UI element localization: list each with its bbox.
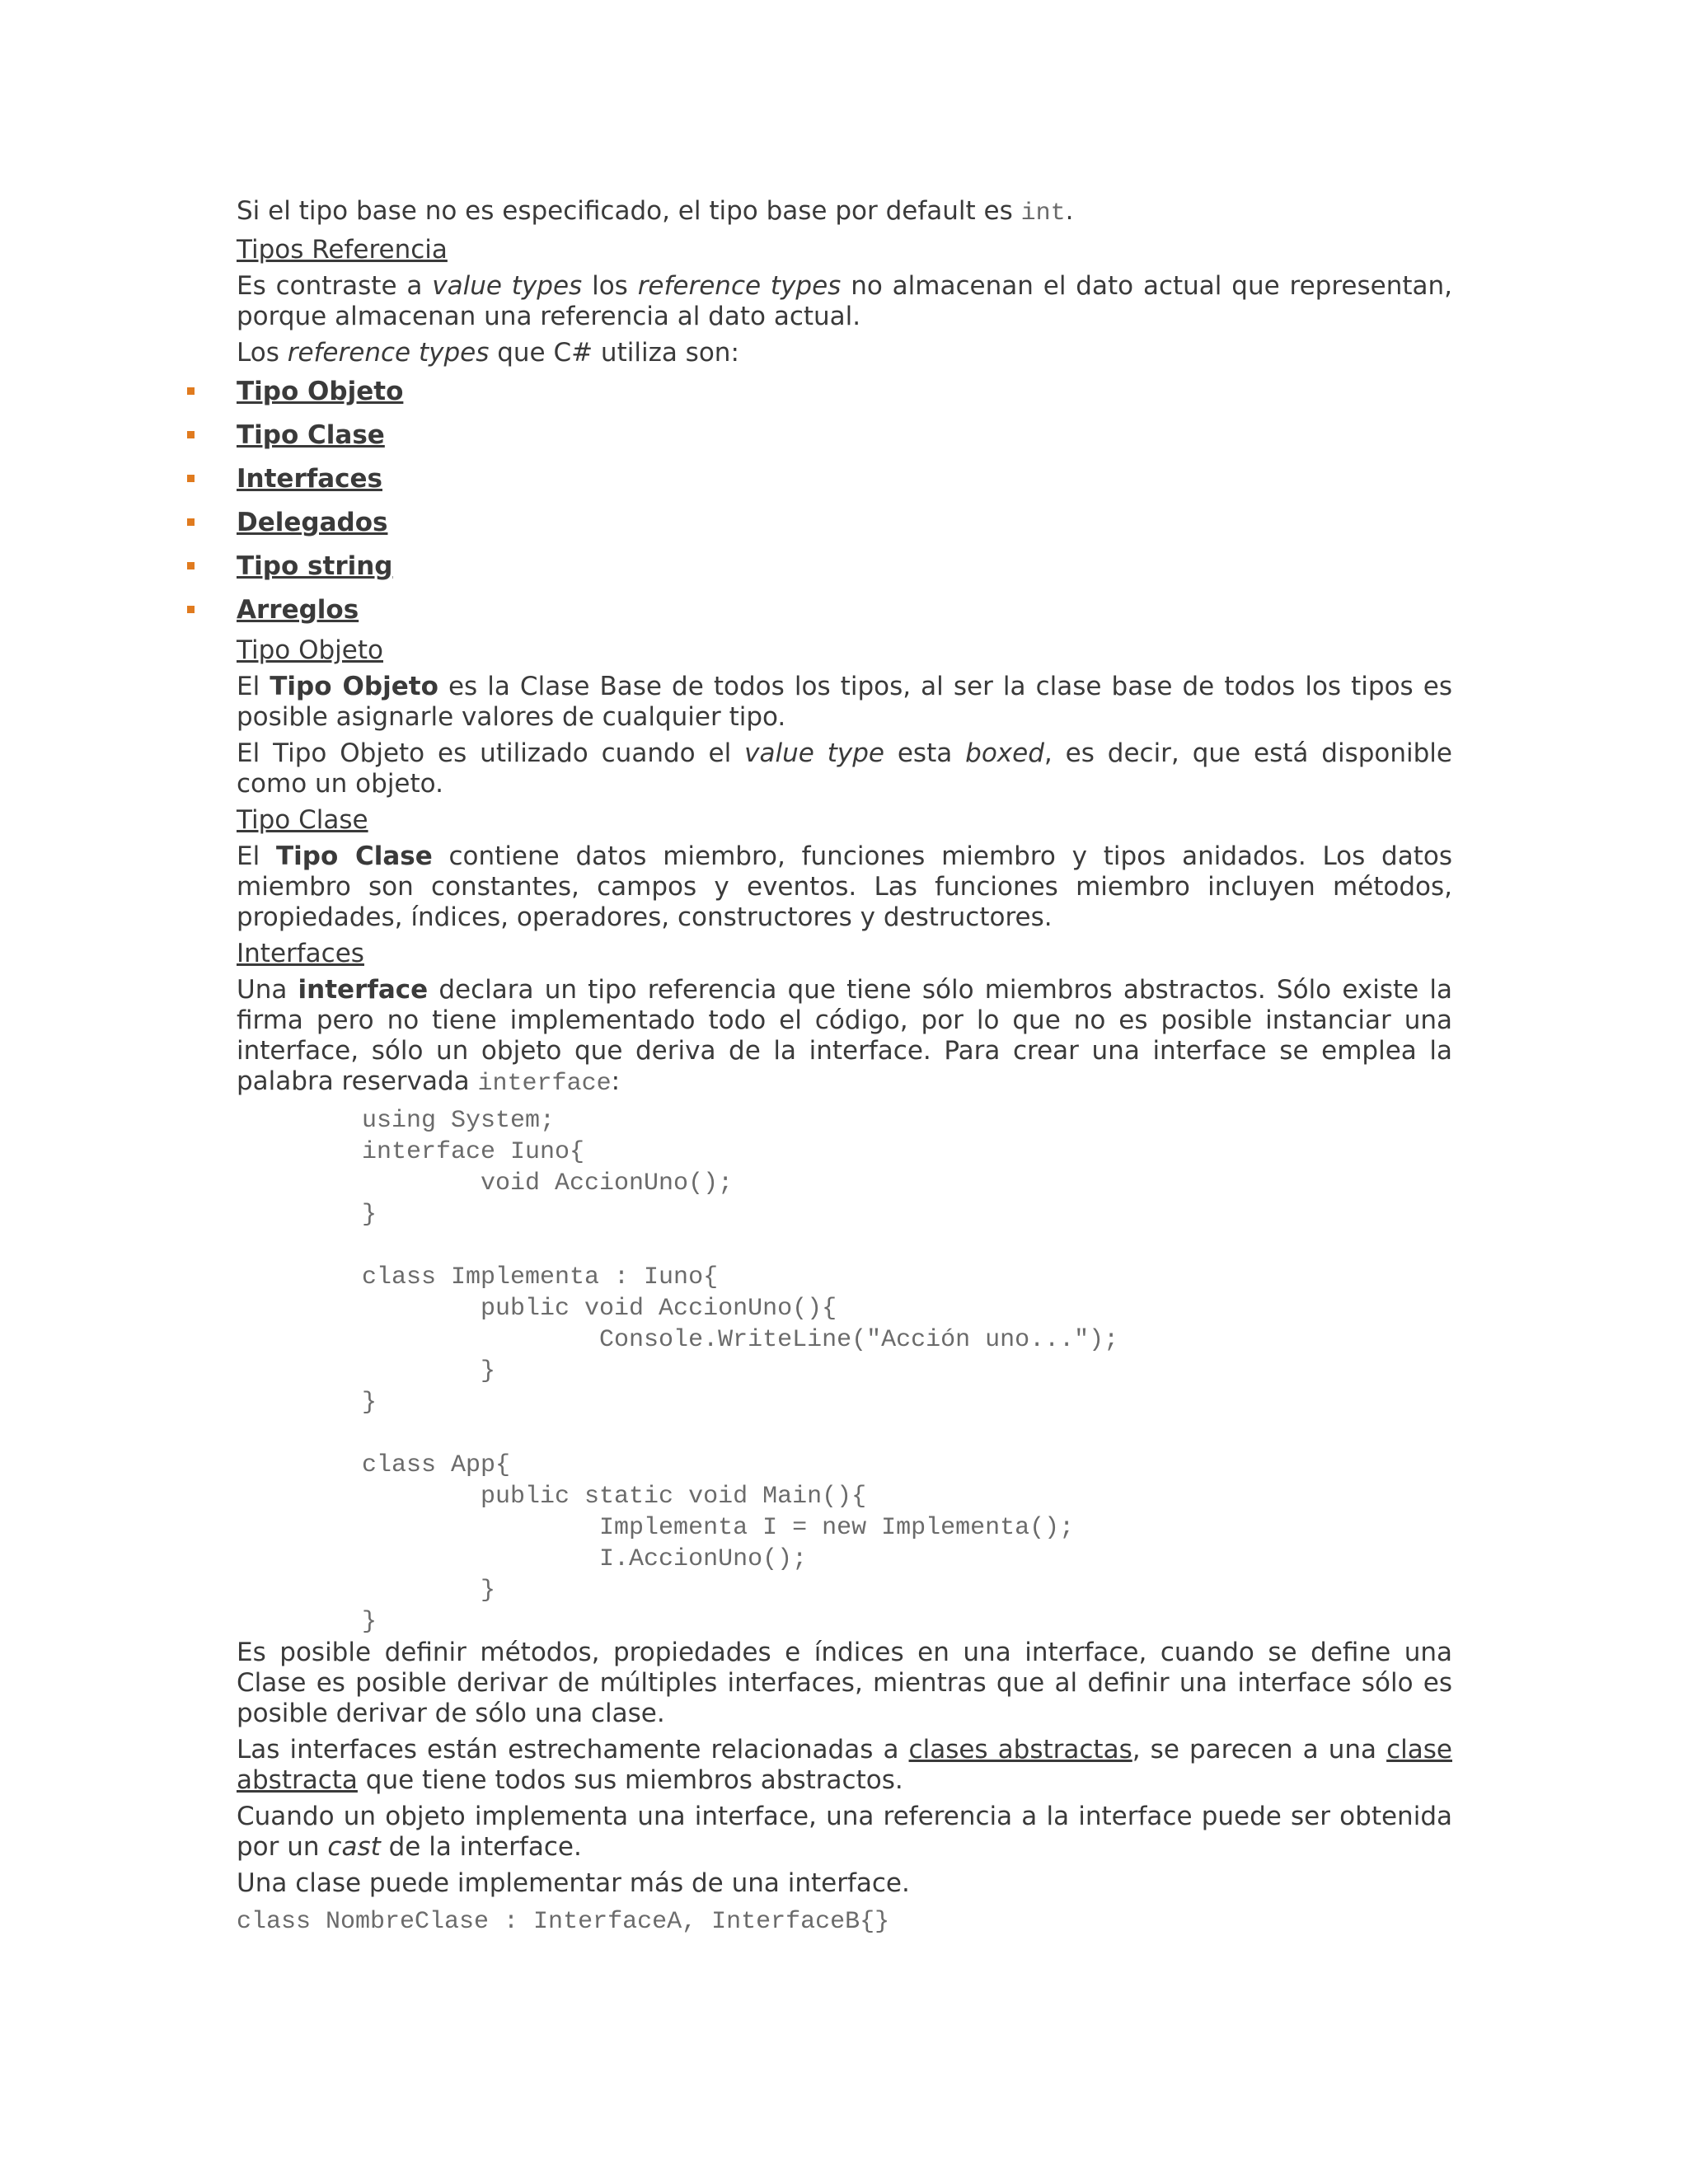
objeto-heading-text: Tipo Objeto — [237, 635, 383, 665]
ref-heading — [237, 235, 1452, 265]
interface-keyword-code: interface — [477, 1070, 612, 1098]
clase-p1-b: Tipo Clase — [275, 841, 433, 871]
bullet-icon — [187, 606, 195, 613]
objeto-p1-b: Tipo Objeto — [270, 672, 438, 701]
interfaces-p3-a: Las interfaces están estrechamente relacionadas a — [237, 1735, 909, 1765]
link-clase-abstracta[interactable]: clase abstracta — [237, 1735, 1452, 1795]
clase-heading-text: Tipo Clase — [237, 805, 368, 835]
list-item — [237, 457, 1452, 501]
objeto-p2-b: value type — [744, 738, 884, 768]
list-item — [237, 370, 1452, 414]
list-item — [237, 501, 1452, 545]
ref-para-p2: los — [582, 271, 638, 301]
link-clases-abstractas[interactable]: clases abstractas — [908, 1735, 1132, 1765]
objeto-p2-c: esta — [884, 738, 966, 768]
list-item — [237, 588, 1452, 632]
intro-end: . — [1065, 196, 1074, 226]
nombreclase-code: class NombreClase : InterfaceA, InterfaceB{} — [237, 1908, 890, 1936]
interfaces-p4-b: cast — [327, 1832, 381, 1862]
uses-e1: reference types — [287, 338, 490, 368]
last-code-line — [237, 1905, 1452, 1938]
interfaces-p1-b: interface — [298, 975, 429, 1005]
objeto-p2-e: , es decir, que está disponible como un objeto. — [237, 738, 1452, 799]
clase-paragraph — [237, 841, 1452, 933]
interfaces-heading-text: Interfaces — [237, 939, 364, 968]
ref-heading-text: Tipos Referencia — [237, 235, 448, 265]
uses-paragraph — [237, 338, 1452, 368]
interfaces-p1-c: declara un tipo referencia que tiene sólo miembros abstractos. Sólo existe la firma pero no tiene implementado todo el código, por lo que no es posible instanciar una interface, sólo un objeto que deriva de la interface. Para crear una interface se emplea la palabra reservada — [237, 975, 1452, 1096]
uses-p2: que C# utiliza son: — [489, 338, 739, 368]
bullet-icon — [187, 475, 195, 482]
ref-paragraph — [237, 271, 1452, 332]
objeto-paragraph-2 — [237, 738, 1452, 799]
link-delegados[interactable]: Delegados — [237, 508, 388, 537]
objeto-p2-a: El Tipo Objeto es utilizado cuando el — [237, 738, 745, 768]
clase-p1-a: El — [237, 841, 276, 871]
interfaces-paragraph-3 — [237, 1735, 1452, 1796]
objeto-p1-c: es la Clase Base de todos los tipos, al ser la clase base de todos los tipos es posible asignarle valores de cualquier tipo. — [237, 672, 1452, 732]
objeto-p1-a: El — [237, 672, 270, 701]
intro-paragraph — [237, 196, 1452, 229]
ref-para-p3: no almacenan el dato actual que representan, porque almacenan una referencia al dato actual. — [237, 271, 1453, 331]
interfaces-paragraph-5: Una clase puede implementar más de una interface. — [237, 1868, 910, 1898]
link-interfaces[interactable]: Interfaces — [237, 464, 382, 494]
objeto-p2-d: boxed — [965, 738, 1044, 768]
link-tipo-string[interactable]: Tipo string — [237, 551, 393, 581]
objeto-paragraph-1 — [237, 672, 1452, 733]
interfaces-p3-b: , se parecen a una — [1132, 1735, 1387, 1765]
clase-p1-c: contiene datos miembro, funciones miembro y tipos anidados. Los datos miembro son constantes, campos y eventos. Las funciones miembro incluyen métodos, propiedades, índices, operadores, constructores y destructores. — [237, 841, 1453, 932]
interfaces-paragraph-2: Es posible definir métodos, propiedades e índices en una interface, cuando se define una Clase es posible derivar de múltiples interfaces, mientras que al definir una interface sólo es posible derivar de sólo una clase. — [237, 1638, 1452, 1728]
list-item — [237, 414, 1452, 457]
document-content — [237, 196, 1452, 1943]
link-arreglos[interactable]: Arreglos — [237, 595, 359, 625]
intro-text: Si el tipo base no es especificado, el tipo base por default es — [237, 196, 1021, 226]
interface-code-block: using System; interface Iuno{ void AccionUno(); } class Implementa : Iuno{ public void AccionUno(){ Console.WriteLine("Acción uno..."); } } class App{ public static void Main(){ Implementa I = new Implementa(); I.AccionUno(); } } — [362, 1107, 1119, 1636]
ref-para-e2: reference types — [637, 271, 842, 301]
link-tipo-objeto[interactable]: Tipo Objeto — [237, 377, 404, 406]
list-item — [237, 545, 1452, 588]
bullet-icon — [187, 431, 195, 438]
bullet-icon — [187, 387, 195, 395]
interfaces-p1-d: : — [611, 1066, 621, 1096]
ref-para-p1: Es contraste a — [237, 271, 433, 301]
interfaces-heading — [237, 939, 1452, 969]
interfaces-paragraph-1 — [237, 975, 1452, 1099]
bullet-icon — [187, 562, 195, 569]
clase-heading — [237, 805, 1452, 836]
bullet-icon — [187, 518, 195, 526]
interfaces-paragraph-4 — [237, 1802, 1452, 1863]
interfaces-p3-c: que tiene todos sus miembros abstractos. — [357, 1765, 903, 1795]
interfaces-p1-a: Una — [237, 975, 298, 1005]
ref-para-e1: value types — [432, 271, 583, 301]
interfaces-p4-c: de la interface. — [380, 1832, 582, 1862]
reference-types-list — [237, 370, 1452, 632]
interfaces-p4-a: Cuando un objeto implementa una interface, una referencia a la interface puede ser obtenida por un — [237, 1802, 1452, 1862]
link-tipo-clase[interactable]: Tipo Clase — [237, 420, 385, 450]
int-code: int — [1020, 199, 1066, 227]
uses-p1: Los — [237, 338, 288, 368]
objeto-heading — [237, 635, 1452, 666]
